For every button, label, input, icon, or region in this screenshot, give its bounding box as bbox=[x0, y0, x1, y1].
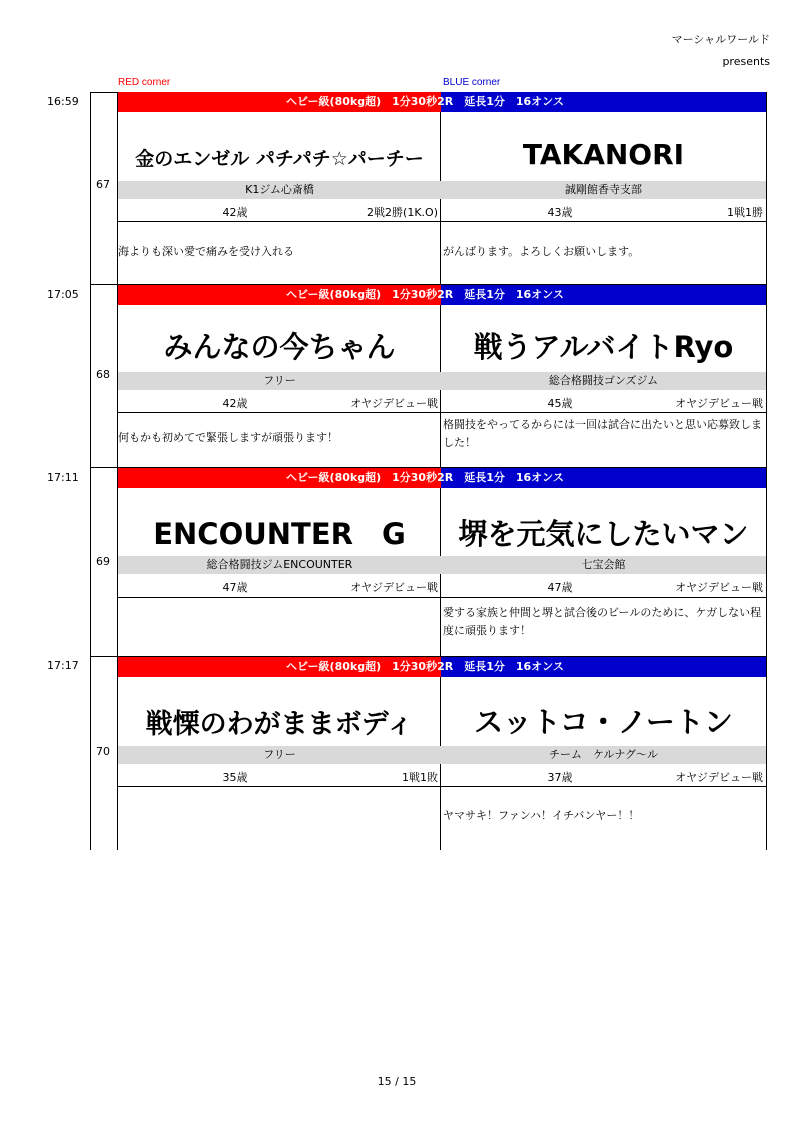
blue-fighter-name: 戦うアルバイトRyo bbox=[473, 330, 734, 364]
bout-number: 70 bbox=[96, 745, 110, 758]
red-fighter-name: ENCOUNTER G bbox=[153, 517, 406, 551]
red-fighter-record: オヤジデビュー戦 bbox=[350, 581, 438, 594]
red-fighter-age: 47歳 bbox=[222, 581, 248, 594]
blue-fighter-name: スットコ・ノートン bbox=[474, 705, 733, 739]
class-info: ヘビー級(80kg超) 1分30秒2R 延長1分 16オンス bbox=[286, 95, 564, 108]
blue-fighter-record: 1戦1勝 bbox=[727, 206, 763, 219]
red-fighter-gym: 総合格闘技ジムENCOUNTER bbox=[118, 556, 441, 574]
organizer-name: マーシャルワールド bbox=[671, 33, 770, 46]
red-fighter-age: 35歳 bbox=[222, 771, 248, 784]
red-fighter-name: 金のエンゼル パチパチ☆パーチー bbox=[135, 148, 424, 170]
blue-fighter-age: 43歳 bbox=[547, 206, 573, 219]
red-fighter-name: 戦慄のわがままボディ bbox=[145, 709, 414, 740]
class-info: ヘビー級(80kg超) 1分30秒2R 延長1分 16オンス bbox=[286, 288, 564, 301]
blue-fighter-comment: ヤマサキ！ファンハ！イチバンヤー！！ bbox=[443, 809, 640, 822]
blue-fighter-gym: 誠剛館香寺支部 bbox=[441, 181, 766, 199]
red-fighter-age: 42歳 bbox=[222, 397, 248, 410]
blue-fighter-comment: 格闘技をやってるからには一回は試合に出たいと思い応募致しました！ bbox=[443, 418, 762, 449]
red-fighter-gym: フリー bbox=[118, 746, 441, 764]
blue-fighter-comment: がんばります。よろしくお願いします。 bbox=[443, 245, 640, 258]
blue-corner-label: BLUE corner bbox=[443, 77, 501, 88]
bout-time: 17:05 bbox=[47, 288, 79, 301]
red-fighter-comment: 何もかも初めてで緊張しますが頑張ります！ bbox=[118, 431, 338, 444]
blue-fighter-record: オヤジデビュー戦 bbox=[675, 397, 763, 410]
blue-fighter-age: 47歳 bbox=[547, 581, 573, 594]
red-fighter-gym: フリー bbox=[118, 372, 441, 390]
red-fighter-record: 2戦2勝(1K.O) bbox=[367, 206, 438, 219]
red-fighter-record: 1戦1敗 bbox=[402, 771, 438, 784]
top-rule bbox=[90, 92, 118, 93]
bout-number: 69 bbox=[96, 555, 110, 568]
blue-fighter-gym: 七宝会館 bbox=[441, 556, 766, 574]
page-number: 15 / 15 bbox=[377, 1075, 417, 1088]
class-info: ヘビー級(80kg超) 1分30秒2R 延長1分 16オンス bbox=[286, 471, 564, 484]
presents-label: presents bbox=[722, 55, 770, 68]
blue-fighter-gym: 総合格闘技ゴンズジム bbox=[441, 372, 766, 390]
blue-fighter-name: TAKANORI bbox=[522, 138, 685, 171]
blue-fighter-record: オヤジデビュー戦 bbox=[675, 771, 763, 784]
right-rule bbox=[766, 92, 767, 850]
blue-fighter-age: 37歳 bbox=[547, 771, 573, 784]
red-fighter-age: 42歳 bbox=[222, 206, 248, 219]
blue-fighter-comment: 愛する家族と仲間と堺と試合後のビールのために、ケガしない程度に頑張ります！ bbox=[443, 606, 762, 637]
red-fighter-comment: 海よりも深い愛で痛みを受け入れる bbox=[118, 245, 294, 258]
bout-time: 17:17 bbox=[47, 659, 79, 672]
left-rule bbox=[90, 92, 91, 850]
blue-fighter-record: オヤジデビュー戦 bbox=[675, 581, 763, 594]
blue-fighter-name: 堺を元気にしたいマン bbox=[458, 517, 749, 551]
blue-fighter-gym: チーム ケルナグ〜ル bbox=[441, 746, 766, 764]
bout-time: 17:11 bbox=[47, 471, 79, 484]
bout-number: 68 bbox=[96, 368, 110, 381]
red-fighter-name: みんなの今ちゃん bbox=[163, 330, 396, 364]
blue-fighter-age: 45歳 bbox=[547, 397, 573, 410]
bout-number: 67 bbox=[96, 178, 110, 191]
red-fighter-record: オヤジデビュー戦 bbox=[350, 397, 438, 410]
bout-time: 16:59 bbox=[47, 95, 79, 108]
red-fighter-gym: K1ジム心斎橋 bbox=[118, 181, 441, 199]
red-corner-label: RED corner bbox=[118, 77, 171, 88]
class-info: ヘビー級(80kg超) 1分30秒2R 延長1分 16オンス bbox=[286, 660, 564, 673]
